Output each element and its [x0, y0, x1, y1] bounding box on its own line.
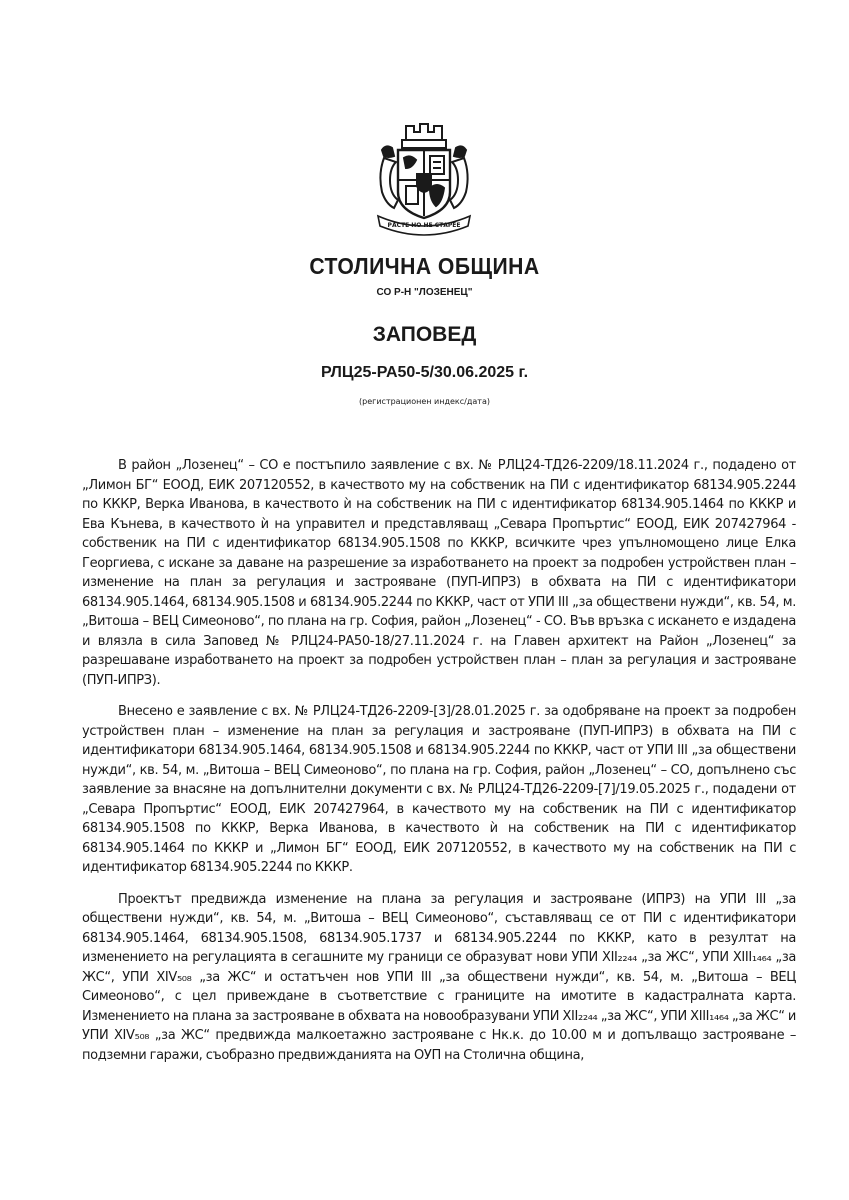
crest-motto: РАСТЕ НО НЕ СТАРЕЕ — [387, 222, 461, 229]
district-name: СО Р-Н "ЛОЗЕНЕЦ" — [376, 287, 473, 298]
document-body — [82, 456, 796, 1077]
document-type: ЗАПОВЕД — [372, 323, 477, 346]
paragraph-1: В район „Лозенец“ – СО е постъпило заявление с вх. № РЛЦ24-ТД26-2209/18.11.2024 г., подадено от „Лимон БГ“ ЕООД, ЕИК 207120552, в качеството му на собственик на ПИ с идентификатор 68134.905.2244 по КККР, Верка Иванова, в качеството ѝ на собственик на ПИ с идентификатор 68134.905.1464 по КККР и Ева Кънева, в качеството ѝ на управител и представляващ „Севара Пропъртис“ ЕООД, ЕИК 207427964 - собственик на ПИ с идентификатор 68134.905.1508 по КККР, всичките чрез упълномощено лице Елка Георгиева, с искане за даване на разрешение за изработването на проект за подробен устройствен план – изменение на план за регулация и застрояване (ПУП-ИПРЗ) в обхвата на ПИ с идентификатори 68134.905.1464, 68134.905.1508 и 68134.905.2244 по КККР, част от УПИ III „за обществени нужди“, кв. 54, м. „Витоша – ВЕЦ Симеоново“, по плана на гр. София, район „Лозенец“ - СО. Във връзка с искането е издадена и влязла в сила Заповед № РЛЦ24-РА50-18/27.11.2024 г. на Главен архитект на Район „Лозенец“ за разрешаване изработването на проект за подробен устройствен план – план за регулация и застрояване (ПУП-ИПРЗ). — [82, 458, 796, 688]
organization-name: СТОЛИЧНА ОБЩИНА — [309, 253, 540, 279]
paragraph-2: Внесено е заявление с вх. № РЛЦ24-ТД26-2209-[3]/28.01.2025 г. за одобряване на проект за подробен устройствен план – изменение на план за регулация и застрояване (ПУП-ИПРЗ) в обхвата на ПИ с идентификатори 68134.905.1464, 68134.905.1508 и 68134.905.2244 по КККР, част от УПИ III „за обществени нужди“, кв. 54, м. „Витоша – ВЕЦ Симеоново“, по плана на гр. София, район „Лозенец“ – СО, допълнено със заявление за внасяне на допълнителни документи с вх. № РЛЦ24-ТД26-2209-[7]/19.05.2025 г., подадени от „Севара Пропъртис“ ЕООД, ЕИК 207427964, в качеството му на собственик на ПИ с идентификатор 68134.905.1508 по КККР, Верка Иванова, в качеството ѝ на собственик на ПИ с идентификатор 68134.905.1464 по КККР и „Лимон БГ“ ЕООД, ЕИК 207120552, в качеството му на собственик на ПИ с идентификатор 68134.905.2244 по КККР. — [82, 704, 796, 875]
coat-of-arms-icon — [372, 118, 476, 236]
document-number: РЛЦ25-РА50-5/30.06.2025 г. — [320, 364, 529, 381]
paragraph-3: Проектът предвижда изменение на плана за регулация и застрояване (ИПРЗ) на УПИ III „за обществени нужди“, кв. 54, м. „Витоша – ВЕЦ Симеоново“, съставляващ се от ПИ с идентификатори 68134.905.1464, 68134.905.1508, 68134.905.1737 и 68134.905.2244 по КККР, като в резултат на изменението на регулацията в сегашните му граници се образуват нови УПИ XII₂₂₄₄ „за ЖС“, УПИ XIII₁₄₆₄ „за ЖС“, УПИ XIV₅₀₈ „за ЖС“ и остатъчен нов УПИ III „за обществени нужди“, кв. 54, м. „Витоша – ВЕЦ Симеоново“, с цел привеждане в съответствие с границите на имотите в кадастралната карта. Изменението на плана за застрояване в обхвата на новообразувани УПИ XII₂₂₄₄ „за ЖС“, УПИ XIII₁₄₆₄ „за ЖС“ и УПИ XIV₅₀₈ „за ЖС“ предвижда малкоетажно застрояване с Нк.к. до 10.00 м и допълващо застрояване – подземни гаражи, съобразно предвижданията на ОУП на Столична община, — [82, 891, 796, 1063]
registration-note: (регистрационен индекс/дата) — [359, 397, 490, 406]
